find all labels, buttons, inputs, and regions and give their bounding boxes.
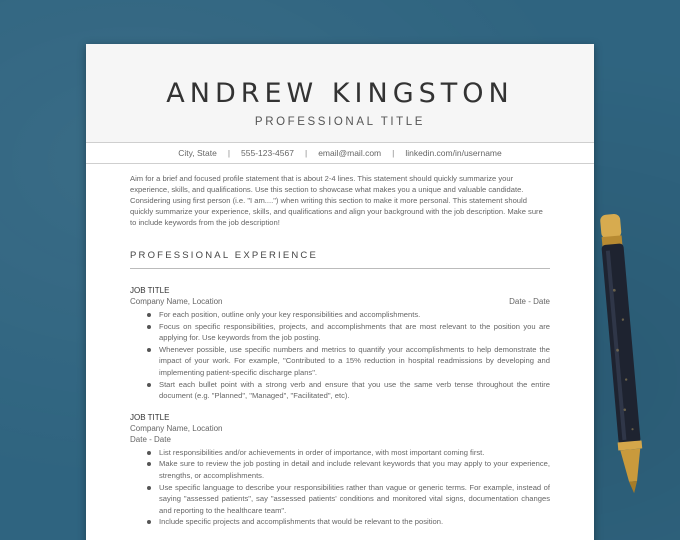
section-heading-experience: PROFESSIONAL EXPERIENCE [130, 250, 550, 269]
resume-page [86, 44, 594, 540]
job-bullet: List responsibilities and/or achievements in order of importance, with most important coming first. [144, 447, 550, 459]
job-bullet: Whenever possible, use specific numbers and metrics to quantify your accomplishments to help demonstrate the impact of your work. For example, "Contributed to a 15% reduction in hospital readmissions by developing and implementing patient-specific discharge plans". [144, 344, 550, 379]
job-dates: Date - Date [509, 297, 550, 306]
job-bullet: Focus on specific responsibilities, projects, and accomplishments that are most relevant to the position you are applying for. Use keywords from the job posting. [144, 321, 550, 344]
pen-tip [620, 449, 643, 483]
job-bullet: Start each bullet point with a strong verb and ensure that you use the same verb tense throughout the entire document (e.g. "Planned", "Managed", "Facilitated", etc). [144, 379, 550, 402]
contact-separator: | [392, 148, 395, 158]
pen-image [590, 210, 650, 500]
pen-top-cap [600, 213, 622, 239]
professional-title: PROFESSIONAL TITLE [254, 116, 426, 128]
contact-separator: | [304, 148, 308, 158]
job-bullet-list [130, 447, 550, 528]
contact-linkedin: linkedin.com/in/username [405, 148, 502, 158]
contact-email: email@mail.com [318, 148, 382, 158]
job-bullet: Include specific projects and accomplishments that would be relevant to the position. [144, 516, 550, 528]
resume-body [86, 164, 594, 528]
job-bullet-list [130, 309, 550, 402]
contact-phone: 555-123-4567 [241, 148, 294, 158]
job-bullet: Use specific language to describe your responsibilities rather than vague or generic terms. For example, instead of saying "assessed patients", say "assessed patients' conditions and monitored vital signs, documentation changes and reporting to the healthcare team". [144, 482, 550, 517]
job-bullet: Make sure to review the job posting in detail and include relevant keywords that you may apply to your experience, strengths, or accomplishments. [144, 458, 550, 481]
profile-summary: Aim for a brief and focused profile statement that is about 2-4 lines. This statement should quickly summarize your experience, skills, and qualifications. Use this section to showcase what makes you a unique and valuable candidate. Considering using first person (i.e. "I am....") when writing this section to make it more personal. This statement should quickly summarize your experience, skills, and qualifications and align your background with the job description. Make sure to include keywords from the job description! [130, 174, 543, 227]
job-bullet: For each position, outline only your key responsibilities and accomplishments. [144, 309, 550, 321]
job-company: Company Name, Location [130, 423, 223, 433]
job-title: JOB TITLE [130, 412, 170, 422]
job-dates: Date - Date [130, 434, 171, 444]
resume-header [86, 44, 594, 142]
candidate-name: ANDREW KINGSTON [166, 78, 514, 109]
job-company: Company Name, Location [130, 297, 223, 306]
contact-city: City, State [178, 148, 217, 158]
job-title: JOB TITLE [130, 286, 170, 295]
job-entry [130, 412, 550, 528]
contact-separator: | [227, 148, 231, 158]
job-entry [130, 285, 550, 402]
contact-bar [86, 142, 594, 164]
